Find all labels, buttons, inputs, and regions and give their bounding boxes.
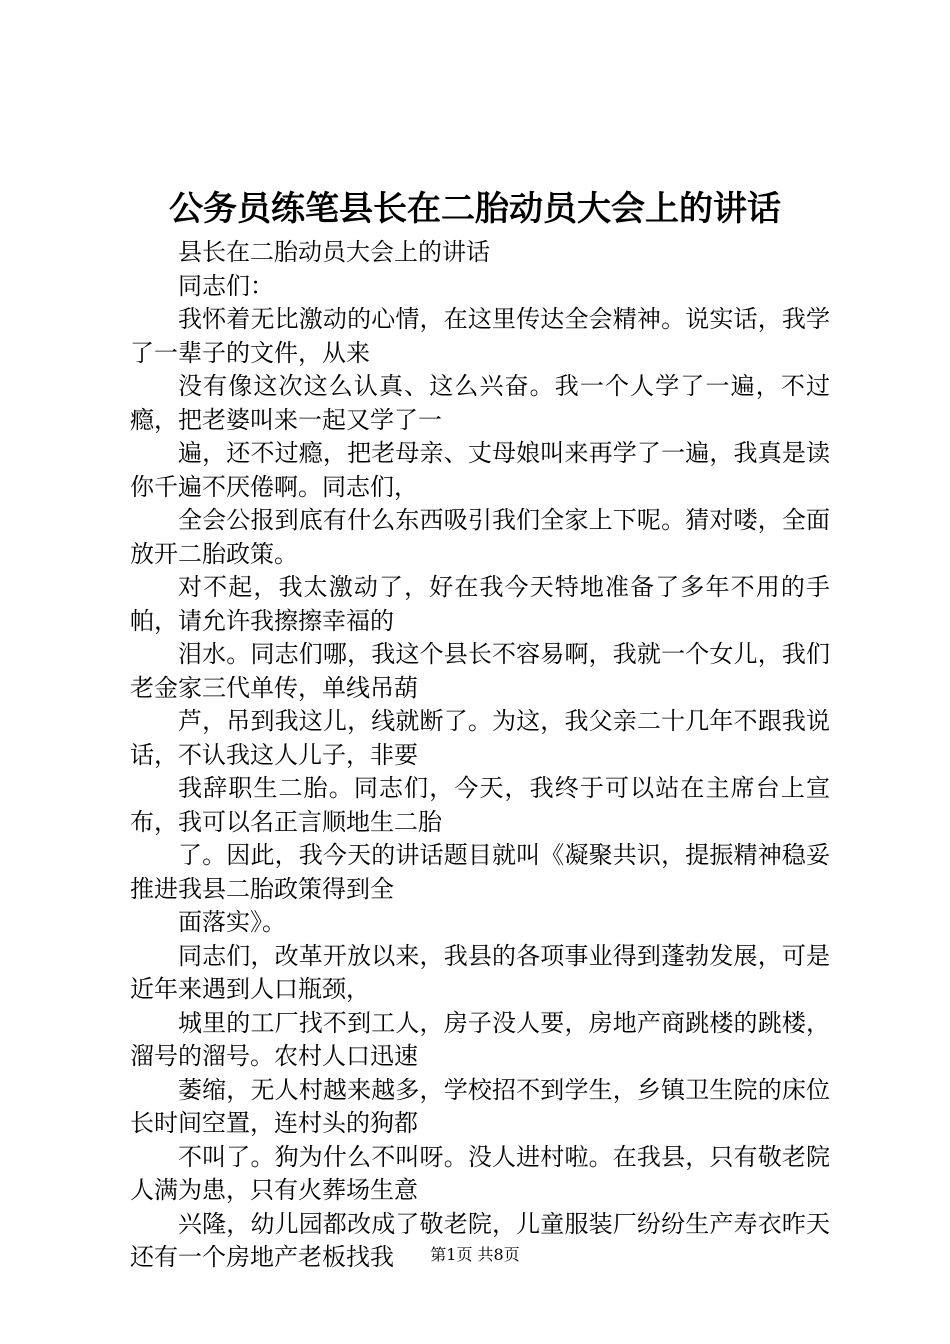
paragraph: 我怀着无比激动的心情，在这里传达全会精神。说实话，我学了一辈子的文件，从来 — [130, 305, 830, 367]
paragraph: 我辞职生二胎。同志们，今天，我终于可以站在主席台上宣布，我可以名正言顺地生二胎 — [130, 774, 830, 836]
paragraph: 面落实》。 — [178, 908, 286, 936]
paragraph: 对不起，我太激动了，好在我今天特地准备了多年不用的手帕，请允许我擦擦幸福的 — [130, 573, 830, 635]
paragraph: 城里的工厂找不到工人，房子没人要，房地产商跳楼的跳楼，溜号的溜号。农村人口迅速 — [130, 1008, 830, 1070]
paragraph: 不叫了。狗为什么不叫呀。没人进村啦。在我县，只有敬老院人满为患，只有火葬场生意 — [130, 1142, 830, 1204]
paragraph: 兴隆，幼儿园都改成了敬老院，儿童服装厂纷纷生产寿衣昨天还有一个房地产老板找我 — [130, 1209, 830, 1271]
paragraph: 萎缩，无人村越来越多，学校招不到学生，乡镇卫生院的床位长时间空置，连村头的狗都 — [130, 1075, 830, 1137]
document-body — [130, 236, 830, 1275]
page-footer: 第1页 共8页 — [430, 1245, 520, 1264]
paragraph: 了。因此，我今天的讲话题目就叫《凝聚共识，提振精神稳妥推进我县二胎政策得到全 — [130, 841, 830, 903]
paragraph: 芦，吊到我这儿，线就断了。为这，我父亲二十几年不跟我说话，不认我这人儿子，非要 — [130, 707, 830, 769]
paragraph: 同志们： — [178, 271, 274, 300]
paragraph: 没有像这次这么认真、这么兴奋。我一个人学了一遍，不过瘾，把老婆叫来一起又学了一 — [130, 372, 830, 434]
paragraph: 全会公报到底有什么东西吸引我们全家上下呢。猜对喽，全面放开二胎政策。 — [130, 506, 830, 568]
paragraph: 遍，还不过瘾，把老母亲、丈母娘叫来再学了一遍，我真是读你千遍不厌倦啊。同志们， — [130, 439, 830, 501]
paragraph: 同志们，改革开放以来，我县的各项事业得到蓬勃发展，可是近年来遇到人口瓶颈， — [130, 941, 830, 1003]
paragraph: 县长在二胎动员大会上的讲话 — [178, 238, 490, 266]
paragraph: 泪水。同志们哪，我这个县长不容易啊，我就一个女儿，我们老金家三代单传，单线吊葫 — [130, 640, 830, 702]
document-title: 公务员练笔县长在二胎动员大会上的讲话 — [169, 189, 781, 229]
